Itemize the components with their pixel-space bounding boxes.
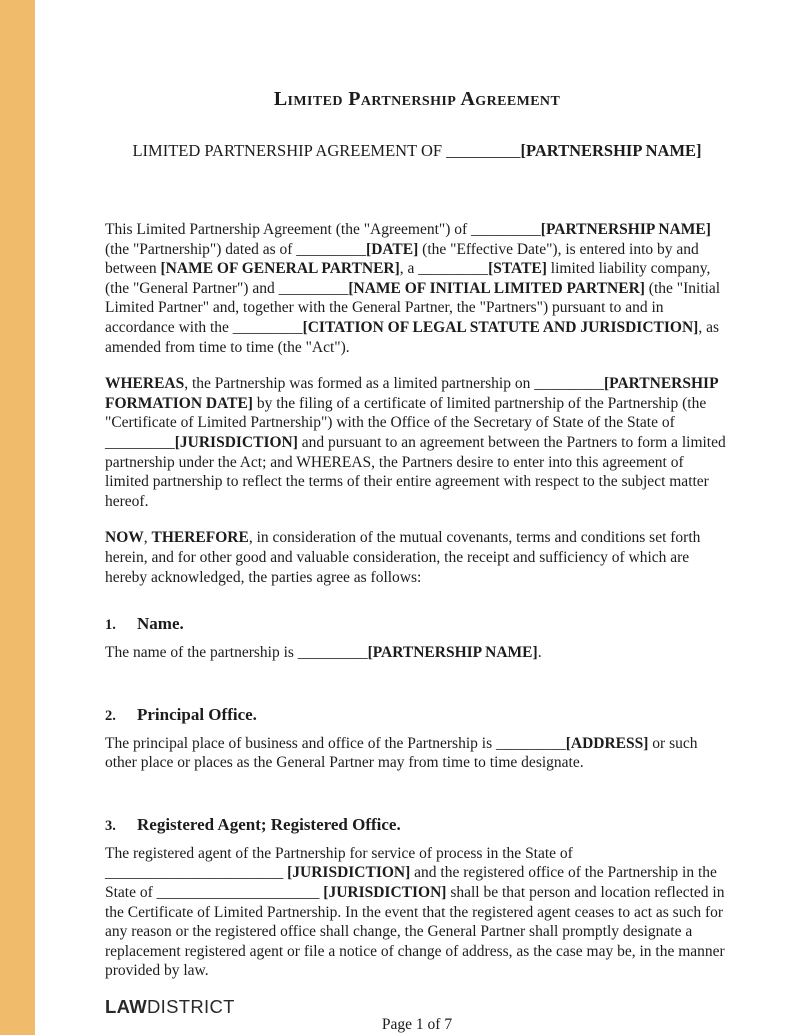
now-therefore-paragraph: NOW, THEREFORE, in consideration of the mutual covenants, terms and conditions set forth herein, and for other good and valuable consideration, the receipt and sufficiency of which are hereby acknowledged, the parties agree as follows:: [105, 529, 701, 586]
section-title: Principal Office.: [137, 704, 257, 724]
logo-text-law: LAW: [105, 996, 148, 1018]
intro-paragraph: This Limited Partnership Agreement (the "Agreement") of _________[PARTNERSHIP NAME] (the "Partnership") dated as of _________[DATE] (the "Effective Date"), is entered into by and between [NAME OF GENERAL PARTNER], a _________[STATE] limited liability company, (the "General Partner") and _________[NAME OF INITIAL LIMITED PARTNER] (the "Initial Limited Partner" and, together with the General Partner, the "Partners") pursuant to and in accordance with the _________[CITATION OF LEGAL STATUTE AND JURISDICTION], as amended from time to time (the "Act").: [105, 221, 721, 356]
document-content: [105, 0, 729, 1034]
section-heading: [105, 614, 729, 634]
section-heading: [105, 815, 729, 835]
section-title: Registered Agent; Registered Office.: [137, 814, 401, 834]
section-number: 1.: [105, 617, 116, 634]
page-indicator: Page 1 of 7: [381, 1016, 453, 1034]
document-heading: LIMITED PARTNERSHIP AGREEMENT OF _________[PARTNERSHIP NAME]: [132, 141, 702, 160]
section-registered-agent: [105, 815, 729, 981]
page-footer: [105, 996, 729, 1034]
section-heading: [105, 705, 729, 725]
section-body: The principal place of business and office of the Partnership is _________[ADDRESS] or such other place or places as the General Partner may from time to time designate.: [105, 734, 698, 772]
section-name: [105, 614, 729, 663]
lawdistrict-logo: [105, 996, 729, 1018]
section-body: The name of the partnership is _________[PARTNERSHIP NAME].: [105, 644, 542, 662]
section-body: The registered agent of the Partnership for service of process in the State of _______________________ [JURISDICTION] and the registered office of the Partnership in the State of _____________________ [JURISDICTION] shall be that person and location reflected in the Certificate of Limited Partnership. In the event that the registered agent ceases to act as such for any reason or the registered office shall change, the General Partner shall promptly designate a replacement registered agent or file a notice of change of address, as the case may be, in the manner provided by law.: [105, 844, 725, 980]
logo-text-district: DISTRICT: [147, 996, 235, 1018]
whereas-paragraph: WHEREAS, the Partnership was formed as a limited partnership on _________[PARTNERSHIP FORMATION DATE] by the filing of a certificate of limited partnership of the Partnership (the "Certificate of Limited Partnership") with the Office of the Secretary of State of the State of _________[JURISDICTION] and pursuant to an agreement between the Partners to form a limited partnership under the Act; and WHEREAS, the Partners desire to enter into this agreement of limited partnership to reflect the terms of their entire agreement with respect to the subject matter hereof.: [105, 375, 726, 510]
section-number: 2.: [105, 707, 116, 724]
section-title: Name.: [137, 614, 184, 634]
section-principal-office: [105, 705, 729, 773]
document-title: Limited Partnership Agreement: [273, 88, 561, 110]
left-accent-stripe: [0, 0, 35, 1035]
section-number: 3.: [105, 817, 116, 834]
